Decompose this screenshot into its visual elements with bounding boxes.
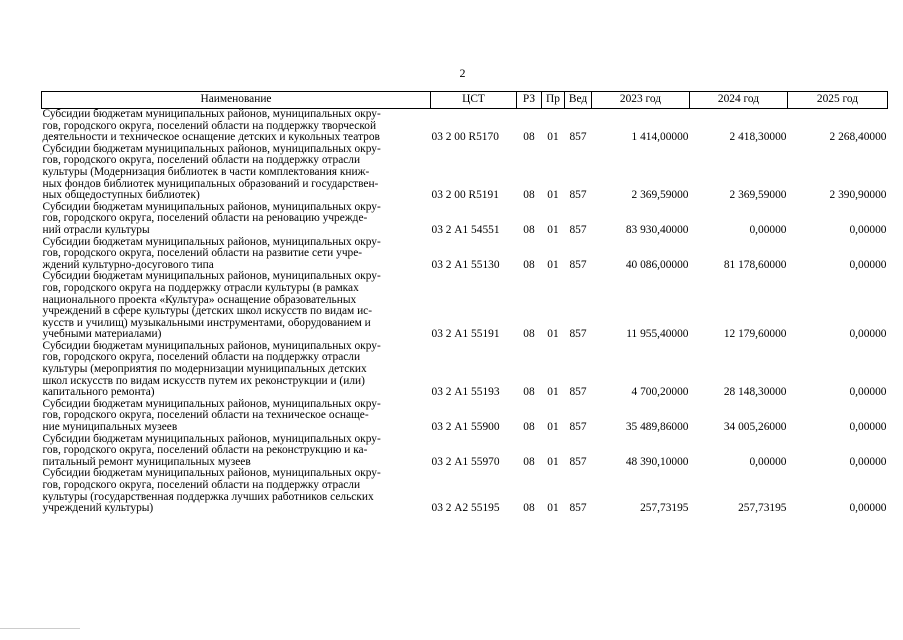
row-ved: 857	[569, 386, 587, 399]
row-csr: 03 2 А1 55191	[431, 328, 500, 341]
row-value-2023: 83 930,40000	[625, 223, 689, 236]
row-name-line: гов, городского округа, поселений области на реновацию учрежде-	[42, 212, 368, 225]
row-name-line: Субсидии бюджетам муниципальных районов, муниципальных окру-	[42, 142, 381, 155]
row-name-line: школ искусств по видам искусств путем их реконструкции и (или)	[42, 374, 365, 387]
row-pr: 01	[547, 455, 559, 468]
row-name	[42, 399, 431, 434]
row-ved: 857	[569, 189, 587, 202]
row-value-2025: 0,00000	[849, 386, 887, 399]
row-value-2024: 12 179,60000	[723, 328, 787, 341]
row-value-2023: 35 489,86000	[625, 421, 689, 434]
table-row	[42, 237, 888, 272]
row-csr: 03 2 А1 55900	[431, 421, 500, 434]
header-2023: 2023 год	[592, 92, 690, 109]
row-value-2023: 2 369,59000	[631, 189, 689, 202]
row-value-2025: 0,00000	[849, 328, 887, 341]
row-name-line: гов, городского округа, поселений области на поддержку отрасли	[42, 351, 361, 364]
row-value-2025: 0,00000	[849, 502, 887, 515]
table-row	[42, 271, 888, 341]
row-csr: 03 2 А1 55130	[431, 258, 500, 271]
row-pr: 01	[547, 502, 559, 515]
row-value-2025: 0,00000	[849, 258, 887, 271]
row-ved: 857	[569, 328, 587, 341]
row-name	[42, 144, 431, 202]
row-name	[42, 109, 431, 144]
row-value-2024: 2 369,59000	[729, 189, 787, 202]
row-name	[42, 237, 431, 272]
row-value-2024: 28 148,30000	[723, 386, 787, 399]
row-name	[42, 434, 431, 469]
row-value-2025: 0,00000	[849, 223, 887, 236]
row-value-2024: 257,73195	[738, 502, 787, 515]
row-value-2025: 2 390,90000	[829, 189, 887, 202]
row-name	[42, 271, 431, 341]
row-name-line: ных фондов библиотек муниципальных образований и государствен-	[42, 177, 379, 190]
row-value-2024: 0,00000	[749, 223, 787, 236]
header-name: Наименование	[42, 92, 431, 109]
table-row	[42, 468, 888, 514]
row-value-2024: 2 418,30000	[729, 131, 787, 144]
row-ved: 857	[569, 455, 587, 468]
row-value-2023: 11 955,40000	[626, 328, 689, 341]
header-pr: Пр	[542, 92, 565, 109]
table-row	[42, 434, 888, 469]
row-value-2023: 48 390,10000	[625, 455, 689, 468]
row-pr: 01	[547, 189, 559, 202]
row-name	[42, 202, 431, 237]
row-name-line: ний отрасли культуры	[42, 223, 150, 236]
row-csr: 03 2 А1 55193	[431, 386, 500, 399]
row-name-line: Субсидии бюджетам муниципальных районов, муниципальных окру-	[42, 432, 381, 445]
row-name	[42, 468, 431, 514]
row-value-2024: 34 005,26000	[723, 421, 787, 434]
row-name-line: гов, городского округа, поселений области на развитие сети учре-	[42, 247, 363, 260]
table-header-row	[42, 92, 888, 109]
row-name-line: Субсидии бюджетам муниципальных районов, муниципальных окру-	[42, 200, 381, 213]
row-ved: 857	[569, 502, 587, 515]
row-name-line: Субсидии бюджетам муниципальных районов, муниципальных окру-	[42, 397, 381, 410]
row-ved: 857	[569, 421, 587, 434]
row-ved: 857	[569, 131, 587, 144]
row-name-line: культуры (Модернизация библиотек в части комплектования книж-	[42, 165, 370, 178]
row-name-line: ждений культурно-досугового типа	[42, 258, 214, 271]
row-csr: 03 2 00 R5170	[431, 131, 499, 144]
row-value-2023: 40 086,00000	[625, 258, 689, 271]
row-name-line: Субсидии бюджетам муниципальных районов, муниципальных окру-	[42, 270, 381, 283]
table-row	[42, 341, 888, 399]
row-rz: 08	[523, 455, 535, 468]
row-rz: 08	[523, 502, 535, 515]
row-ved: 857	[569, 258, 587, 271]
row-name-line: ние муниципальных музеев	[42, 421, 178, 434]
table-row	[42, 399, 888, 434]
row-name-line: учебными материалами)	[42, 328, 162, 341]
row-name-line: гов, городского округа на поддержку отрасли культуры (в рамках	[42, 281, 359, 294]
row-name-line: деятельности и техническое оснащение детских и кукольных театров	[42, 131, 380, 144]
row-value-2025: 0,00000	[849, 455, 887, 468]
footer-divider	[0, 628, 80, 629]
row-rz: 08	[523, 386, 535, 399]
row-name-line: культуры (государственная поддержка лучших работников сельских	[42, 490, 374, 503]
table-body	[42, 109, 888, 515]
budget-table	[41, 91, 888, 515]
row-name-line: Субсидии бюджетам муниципальных районов, муниципальных окру-	[42, 108, 381, 120]
header-2024: 2024 год	[690, 92, 788, 109]
row-csr: 03 2 00 R5191	[431, 189, 499, 202]
table-row	[42, 144, 888, 202]
row-csr: 03 2 А1 55970	[431, 455, 500, 468]
header-csr: ЦСТ	[431, 92, 517, 109]
header-2025: 2025 год	[788, 92, 888, 109]
row-name-line: гов, городского округа, поселений области на поддержку отрасли	[42, 154, 361, 167]
row-pr: 01	[547, 258, 559, 271]
row-name-line: гов, городского округа, поселений области на реконструкцию и ка-	[42, 444, 368, 457]
row-rz: 08	[523, 189, 535, 202]
row-pr: 01	[547, 421, 559, 434]
row-ved: 857	[569, 223, 587, 236]
row-name-line: Субсидии бюджетам муниципальных районов, муниципальных окру-	[42, 339, 381, 352]
row-name-line: ных общедоступных библиотек)	[42, 189, 200, 202]
header-rz: РЗ	[517, 92, 542, 109]
row-name-line: культуры (мероприятия по модернизации муниципальных детских	[42, 363, 367, 376]
row-name-line: гов, городского округа, поселений области на техническое оснаще-	[42, 409, 369, 422]
row-name-line: кусств и училищ) музыкальными инструментами, оборудованием и	[42, 316, 371, 329]
row-rz: 08	[523, 328, 535, 341]
row-pr: 01	[547, 131, 559, 144]
row-rz: 08	[523, 223, 535, 236]
row-name-line: Субсидии бюджетам муниципальных районов, муниципальных окру-	[42, 235, 381, 248]
row-rz: 08	[523, 131, 535, 144]
row-pr: 01	[547, 328, 559, 341]
row-value-2024: 81 178,60000	[723, 258, 787, 271]
table-row	[42, 202, 888, 237]
row-name-line: гов, городского округа, поселений области на поддержку отрасли	[42, 479, 361, 491]
row-pr: 01	[547, 386, 559, 399]
row-name-line: национального проекта «Культура» оснащение образовательных	[42, 293, 357, 306]
row-value-2024: 0,00000	[749, 455, 787, 468]
row-name-line: учреждений в сфере культуры (детских школ искусств по видам ис-	[42, 305, 373, 318]
row-rz: 08	[523, 258, 535, 271]
row-pr: 01	[547, 223, 559, 236]
row-name-line: учреждений культуры)	[42, 502, 154, 515]
table-row	[42, 109, 888, 144]
row-value-2025: 2 268,40000	[829, 131, 887, 144]
page-number: 2	[459, 66, 466, 80]
row-name-line: питальный ремонт муниципальных музеев	[42, 455, 251, 468]
row-value-2023: 4 700,20000	[631, 386, 689, 399]
row-csr: 03 2 А1 54551	[431, 223, 500, 236]
row-csr: 03 2 А2 55195	[431, 502, 500, 515]
row-name-line: Субсидии бюджетам муниципальных районов, муниципальных окру-	[42, 467, 381, 480]
row-rz: 08	[523, 421, 535, 434]
row-name-line: гов, городского округа, поселений области на поддержку творческой	[42, 119, 377, 132]
row-value-2025: 0,00000	[849, 421, 887, 434]
row-value-2023: 257,73195	[640, 502, 689, 515]
row-name	[42, 341, 431, 399]
row-name-line: капитального ремонта)	[42, 386, 155, 399]
header-ved: Вед	[565, 92, 592, 109]
row-value-2023: 1 414,00000	[631, 131, 689, 144]
